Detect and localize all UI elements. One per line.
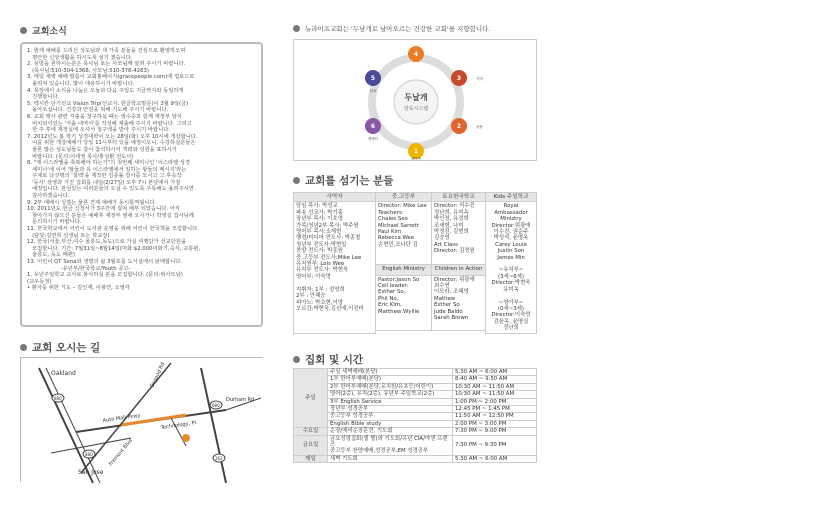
step-3 bbox=[451, 70, 483, 86]
church-marker-icon bbox=[182, 434, 190, 442]
step-4 bbox=[408, 46, 424, 62]
map-label: Auto Mall Pkwy bbox=[102, 412, 141, 424]
header-school: 토요한국학교 bbox=[432, 193, 486, 202]
news-item: 4. 목장에서 소식을 나눔은 오늘과 다음 주일도 지금까지와 동일하게 진행합니다. bbox=[27, 87, 184, 101]
schedule-time: 10:30 AM ~ 11:50 AM bbox=[453, 391, 537, 398]
map-title: 교회 오시는 길 bbox=[32, 342, 101, 354]
schedule-time: 12:45 PM ~ 1:45 PM bbox=[453, 406, 537, 413]
schedule-time: 8:40 AM ~ 9:50 AM bbox=[453, 376, 537, 383]
map-label: San Jose bbox=[78, 469, 104, 476]
schedule-event: 주일 새벽예배(본당) bbox=[328, 369, 453, 376]
news-item: 1. 유년주일학교 교사로 봉사하실 분을 모집합니다. (문의:위사모님) bbox=[27, 272, 183, 279]
bullet-icon bbox=[293, 25, 300, 32]
header-youth: 중,고등부 bbox=[376, 193, 432, 202]
schedule-row bbox=[294, 420, 537, 427]
schedule-day: 수요일 bbox=[294, 428, 328, 435]
schedule-event: English Bible study bbox=[328, 420, 453, 427]
schedule-time: 11:50 AM ~ 12:50 PM bbox=[453, 413, 537, 420]
vision-text: 뉴라이프교회는 '두날개로 날아오르는 건강한 교회'를 지향합니다. bbox=[305, 25, 491, 33]
news-item: 13. 어린이 QT Sena와 생명의 삶 3월호를 도서실에서 판매합니다. bbox=[27, 259, 183, 265]
schedule-row bbox=[294, 428, 537, 435]
svg-text:3: 3 bbox=[456, 75, 462, 82]
svg-text:새가족: 새가족 bbox=[410, 157, 422, 161]
mission-diagram bbox=[293, 39, 537, 161]
step-6 bbox=[365, 118, 381, 141]
schedule-time: 5:30 AM ~ 6:00 AM bbox=[453, 369, 537, 376]
news-section-title bbox=[20, 24, 67, 37]
schedule-row bbox=[294, 391, 537, 398]
header-pastors: 사역자 bbox=[294, 193, 376, 202]
schedule-row bbox=[294, 369, 537, 376]
children-in-action-header: Children in Action bbox=[432, 264, 486, 275]
svg-text:선교: 선교 bbox=[369, 89, 377, 93]
english-ministry-list: Pastor:Jason So Cell leader: Esther So, Phil No, Eric Kim, Matthew Wyllie bbox=[376, 275, 432, 330]
map-label: Osgood Rd bbox=[149, 361, 167, 389]
pastors-list: 담임 목사: 박성교 파송 선교사: 박기홍 장년부 목사: 이호영 가족/청년2부 목사: 박주원 영어부 목사:소재현 행정/미디어 전도사: 박종철 청년부 전도사:박현일 찬양 전도사: 박종원 중,고등부 전도사:Mike Lee 유치원부: Lois Wee 유치부 전도사: 박현욱 영어부: 이숙영 지휘자: 1부 : 정영희 2부 : 안혜승 피아노: 박소현,이영 오르간:박현욱,김선애,이진미 bbox=[294, 202, 376, 333]
news-item: 7. 2012년도 봄 학기 성경대학이 오는 28일(화) 오후 10시에 개강합니다. 이를 위한 개강예배가 당일 11시부터 있을 예정이오니, 수강하실분들은 물론 많은 성도님들도 참이 참석하시어 격려와 성원을 표하시기 바랍니다. (문의:이대영 목사/홍성환 전도사) bbox=[27, 133, 198, 160]
news-item: 12. 한국(서울,부산,여수 울릉도,독도)으로 가실 여행단가 선교단원을 모집합니다. 기간: 7월31일~8월14일(미화:$2,000미화기,숙식, 교통편, 울릉도, 독도 배편) bbox=[27, 239, 201, 259]
school-list: Director: 석수진 정난희, 유미옥 박인정, 유정희 조세형, 나미 박정진, 김현희 김승영 Art Class Director: 김정원 bbox=[432, 202, 486, 264]
news-item: 9. 2부 예배시 성결는 물론 견제 예배가 동시통역됩니다. bbox=[27, 199, 157, 206]
svg-text:1: 1 bbox=[413, 148, 419, 155]
bullet-icon bbox=[20, 27, 27, 34]
news-item: (교우동정) bbox=[27, 278, 52, 285]
news-item: 10. 2011년도 헌금 신청서가 3주간에 걸쳐 배부 되었습니다. 아직 찾아가지 않으신 분들은 예배후 재정부 옆에 오시거나 박영길 집사님께 문의하시기 바랍니다. bbox=[27, 206, 194, 226]
news-item: 1. 현재 예배를 드리신 성도님과 새 가족 분들을 진심으로 환영하오며 평안한 신앙생활을 하시도록 섬기 겠습니다. bbox=[27, 48, 186, 61]
step-1 bbox=[408, 143, 424, 161]
news-item: 2. 심방을 원하시는분은 목사님 또는 사모님께 알려 주시기 바랍니다. (목사님:510-304-1368, 사모님:510-378-4283) bbox=[27, 61, 186, 74]
schedule-time: 5:30 AM ~ 6:00 AM bbox=[453, 455, 537, 462]
schedule-event: 영어(2층), 유치(2층), 유년부 주일학교(2층) bbox=[328, 391, 453, 398]
map-label: Durham Rd bbox=[226, 397, 255, 403]
schedule-event: 2부 한어부예배(본당,유치원/유초등/어린이) bbox=[328, 383, 453, 390]
directions-map bbox=[20, 357, 263, 482]
schedule-event: 1부 한어부예배(본당) bbox=[328, 376, 453, 383]
bullet-icon bbox=[293, 356, 300, 363]
schedule-day: 주일 bbox=[294, 369, 328, 428]
schedule-time: 7:30 PM ~ 9:30 PM bbox=[453, 435, 537, 455]
news-item: 8. "제 이스라엘을 축복해야 하는가"의 첫번째 세미나인 '이스라엘 성경 세미나'에 이어 '왕들과 유 이스라엘에서 일하는 왕들의 메시지'라는 주제로 다섯명의 '칠백'을 제작한 김종률 강사를 모시고 그 후속작 '등사' 상영과 가진 집회를 내일(2/27일) 오후 7시 본당에서 가질 예정입니다. 관심있는 여러분들의 오실 수 있도록 주목해도 올려주시면 감사하겠습니다. bbox=[27, 160, 194, 200]
news-item: 3. 매일 새벽 예배 말씀이 교회홈페이지(gracepeople.com)에 업로드로 올려져 있습니다. 많이 애용하시기 바랍니다. bbox=[27, 74, 195, 87]
schedule-row bbox=[294, 376, 537, 383]
bullet-icon bbox=[20, 344, 27, 351]
schedule-day: 매일 bbox=[294, 455, 328, 462]
svg-text:사역: 사역 bbox=[476, 77, 483, 81]
center-subtitle: 양육시스템 bbox=[403, 106, 429, 112]
news-box bbox=[20, 42, 263, 327]
svg-text:성장: 성장 bbox=[476, 125, 483, 129]
highway-label: 880 bbox=[85, 452, 93, 457]
news-title: 교회소식 bbox=[32, 27, 67, 37]
svg-text:4: 4 bbox=[413, 51, 419, 58]
schedule-day: 금요일 bbox=[294, 435, 328, 455]
highway-label: 262 bbox=[215, 456, 223, 461]
svg-text:5: 5 bbox=[370, 75, 376, 82]
mission-cycle-diagram bbox=[294, 40, 538, 162]
step-5 bbox=[365, 70, 381, 93]
schedule-event: 금요성령집회(셀 별)와 기도회/유년 CIA/야센 프렌즈 중고등부 찬양예배,성경공부,EM 성경공부 bbox=[328, 435, 453, 455]
kids-list: Royal Ambassador Ministry Director:위광애 이수진, 권순주 박성석, 윤명옥 Carey Louie Justin Son James Min ~유치부~ (3세~6세) Director:박현욱 유미옥 ~영아부~ (0세~3세) Director:이숙영 김윤옥, 윤명실 정난희 bbox=[486, 202, 537, 333]
schedule-event: 중고등부 성경공부 bbox=[328, 413, 453, 420]
english-ministry-header: English Ministry bbox=[376, 264, 432, 275]
schedule-time: 10:30 AM ~ 11:50 AM bbox=[453, 383, 537, 390]
news-item: 11. 한국학교에서 어린이 도서관 운영을 위해 어린이 한국책을 모집합니다. (담당:김연희 선생님 또는 학교장) bbox=[27, 226, 199, 239]
map-label: Oakland bbox=[51, 370, 76, 377]
svg-text:6: 6 bbox=[370, 123, 376, 130]
schedule-row bbox=[294, 406, 537, 413]
schedule-table bbox=[293, 368, 537, 463]
svg-text:2: 2 bbox=[456, 123, 462, 130]
schedule-row bbox=[294, 435, 537, 455]
schedule-event: 순장/예비순장훈련, 기도회 bbox=[328, 428, 453, 435]
schedule-row bbox=[294, 383, 537, 390]
schedule-event: 장년부 성경공부 bbox=[328, 406, 453, 413]
map-drawing bbox=[21, 358, 264, 483]
center-title: 두날개 bbox=[404, 93, 428, 102]
highway-label: 680 bbox=[212, 403, 220, 408]
staff-section-title bbox=[293, 173, 393, 188]
schedule-event: 3부 English Service bbox=[328, 398, 453, 405]
map-section-title bbox=[20, 340, 100, 355]
schedule-row bbox=[294, 398, 537, 405]
news-item: 6. 교회 행사 관련 지출을 청구하실 때는 영수증과 함께 재정부 양식 비치되어있는 '지출 내역서'를 작성해 재출해 주시기 바랍니다. 그리고 한 주 후에 재정실에 오셔서 청구액을 받아 주시기 바랍니다. bbox=[27, 113, 192, 134]
highway-label: 880 bbox=[54, 396, 62, 401]
schedule-row bbox=[294, 413, 537, 420]
schedule-event: 새벽 기도회 bbox=[328, 455, 453, 462]
schedule-time: 2:00 PM ~ 3:00 PM bbox=[453, 420, 537, 427]
staff-title: 교회를 섬기는 분들 bbox=[305, 175, 394, 187]
header-kids: Kids 주일학교 bbox=[486, 193, 537, 202]
schedule-time: 7:30 PM ~ 9:00 PM bbox=[453, 428, 537, 435]
news-item: -유년부/한국학교/Youth 공고- bbox=[27, 265, 131, 272]
children-in-action-list: Director: 위광애 최수연 이모라, 조혜영 Mathew Esther So Jude Baldo Sarah Brown bbox=[432, 275, 486, 330]
schedule-time: 1:00 PM ~ 2:00 PM bbox=[453, 398, 537, 405]
staff-table bbox=[293, 192, 537, 334]
map-label: Fremont Blvd bbox=[107, 438, 134, 468]
map-label: Technology, Pl. bbox=[160, 419, 199, 431]
svg-text:재생산: 재생산 bbox=[367, 137, 379, 141]
schedule-title: 집회 및 시간 bbox=[305, 354, 364, 366]
news-item: • 환자를 위한 기도 – 김인재, 이광연, 오영자 bbox=[27, 285, 130, 292]
news-item: 5. 멕시칸 단기선교 Vision Trip(선교지: 한글학교방문)이 3월 9일(금) 돌아오십니다. 건강과 안전을 위해 기도해 주시기 바랍니다. bbox=[27, 100, 189, 114]
bullet-icon bbox=[293, 177, 300, 184]
youth-list: Director: Mike Lee Teachers: Chales Seo Michael Sarrett Paul Kim Rebecca Wee 손현민,조나단 김 bbox=[376, 202, 432, 264]
schedule-section-title bbox=[293, 352, 363, 367]
schedule-row bbox=[294, 455, 537, 462]
step-2 bbox=[451, 118, 483, 134]
vision-section-title bbox=[293, 24, 491, 33]
